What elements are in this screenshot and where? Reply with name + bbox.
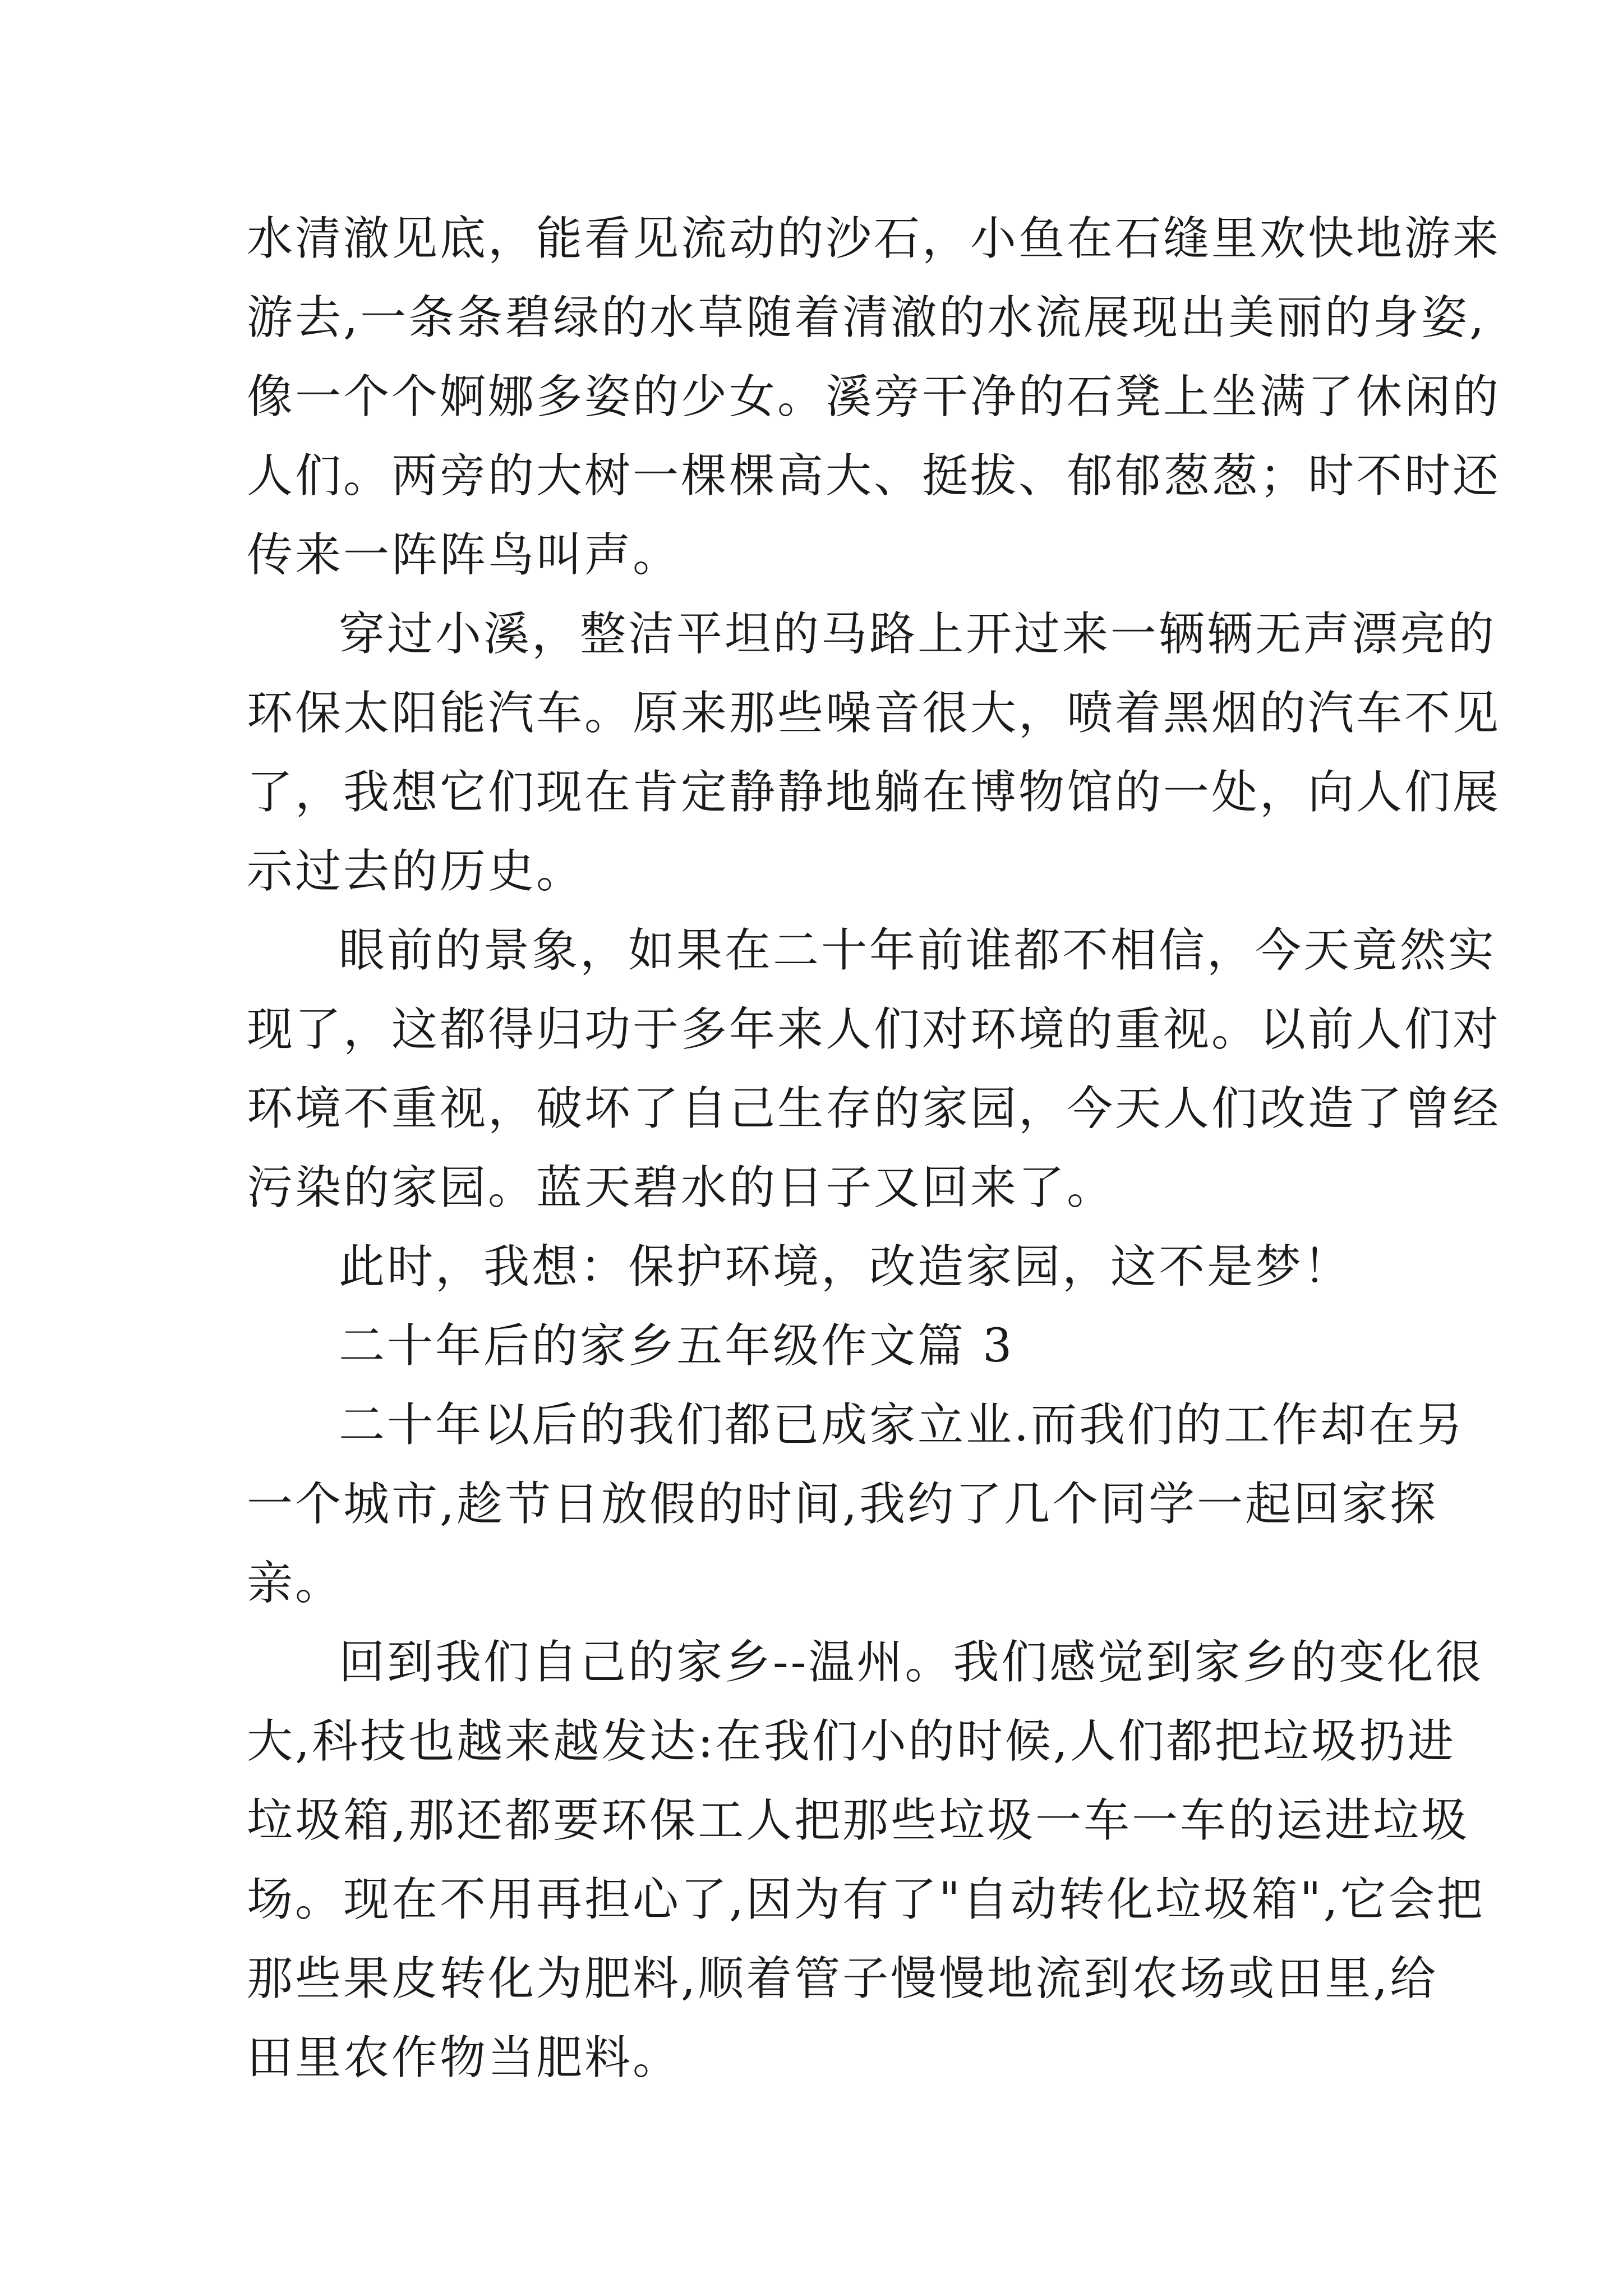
text-line: 传来一阵阵鸟叫声。 <box>247 528 681 582</box>
text-line: 人们。两旁的大树一棵棵高大、挺拔、郁郁葱葱；时不时还 <box>247 449 1501 503</box>
text-line: 污染的家园。蓝天碧水的日子又回来了。 <box>247 1161 1115 1214</box>
text-line: 了，我想它们现在肯定静静地躺在博物馆的一处，向人们展 <box>247 766 1501 819</box>
section-heading: 二十年后的家乡五年级作文篇 3 <box>339 1319 1015 1373</box>
paragraph-first-line: 穿过小溪，整洁平坦的马路上开过来一辆辆无声漂亮的 <box>339 608 1497 661</box>
text-line: 亲。 <box>247 1557 344 1610</box>
text-line: 环境不重视，破坏了自己生存的家园，今天人们改造了曾经 <box>247 1082 1501 1135</box>
text-line: 游去,一条条碧绿的水草随着清澈的水流展现出美丽的身姿, <box>247 291 1487 344</box>
text-line: 垃圾箱,那还都要环保工人把那些垃圾一车一车的运进垃圾 <box>247 1794 1470 1847</box>
text-line: 一个城市,趁节日放假的时间,我约了几个同学一起回家探 <box>247 1478 1438 1531</box>
document-body <box>247 199 1501 2097</box>
text-line: 水清澈见底，能看见流动的沙石，小鱼在石缝里欢快地游来 <box>247 212 1501 265</box>
text-line: 田里农作物当肥料。 <box>247 2031 681 2085</box>
text-line: 环保太阳能汽车。原来那些噪音很大，喷着黑烟的汽车不见 <box>247 687 1501 740</box>
text-line: 现了，这都得归功于多年来人们对环境的重视。以前人们对 <box>247 1003 1501 1056</box>
paragraph-first-line: 回到我们自己的家乡--温州。我们感觉到家乡的变化很 <box>339 1636 1484 1689</box>
paragraph-first-line: 二十年以后的我们都已成家立业.而我们的工作却在另 <box>339 1398 1465 1452</box>
text-line: 示过去的历史。 <box>247 845 585 898</box>
text-line: 场。现在不用再担心了,因为有了"自动转化垃圾箱",它会把 <box>247 1873 1485 1926</box>
paragraph-first-line: 眼前的景象，如果在二十年前谁都不相信，今天竟然实 <box>339 924 1497 977</box>
paragraph-first-line: 此时，我想：保护环境，改造家园，这不是梦！ <box>339 1240 1352 1294</box>
text-line: 大,科技也越来越发达:在我们小的时候,人们都把垃圾扔进 <box>247 1715 1456 1768</box>
text-line: 像一个个婀娜多姿的少女。溪旁干净的石凳上坐满了休闲的 <box>247 370 1501 424</box>
text-line: 那些果皮转化为肥料,顺着管子慢慢地流到农场或田里,给 <box>247 1952 1438 2005</box>
